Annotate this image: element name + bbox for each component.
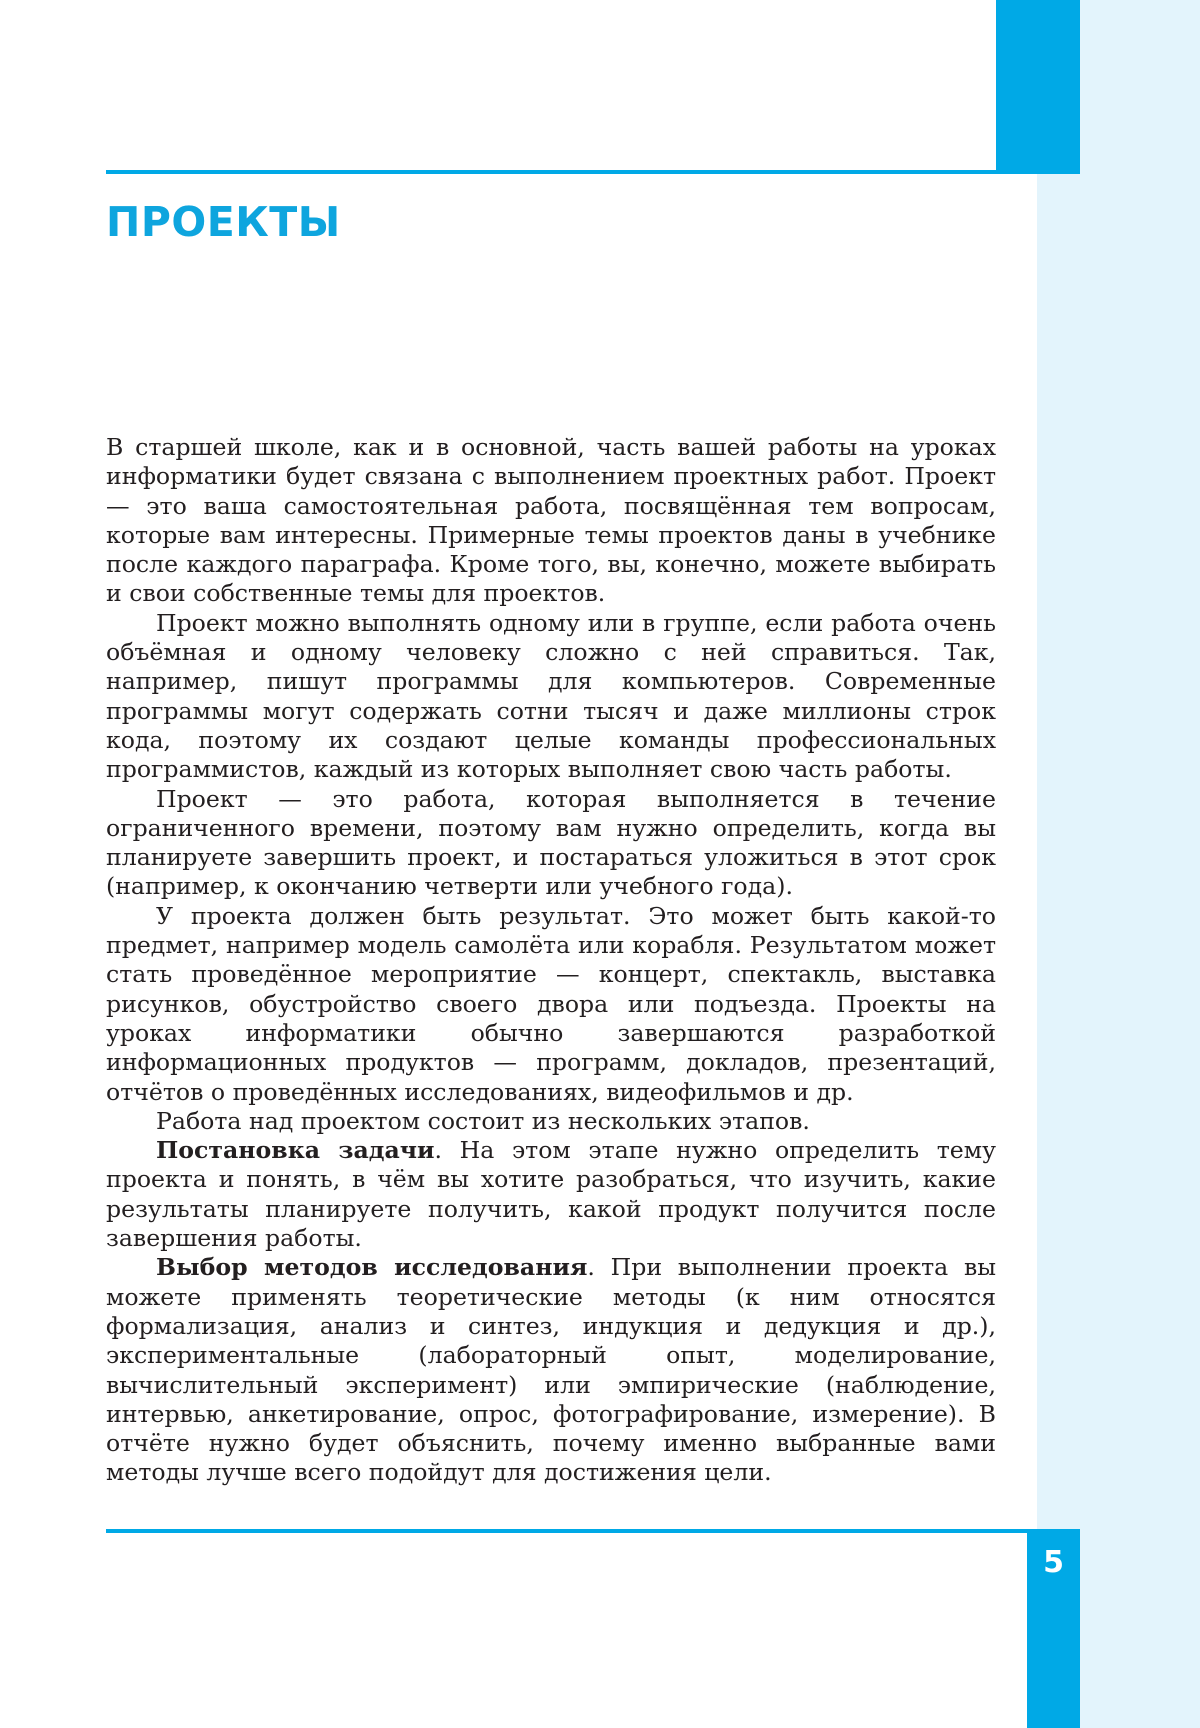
paragraph-lead-term: Постановка задачи	[156, 1136, 435, 1165]
paragraph	[106, 785, 996, 902]
paragraph	[106, 433, 996, 609]
side-margin-panel	[1037, 0, 1200, 1728]
paragraph-text: Проект можно выполнять одному или в группе, если работа очень объёмная и одному человеку сложно с ней справиться. Так, например, пишут программы для компьютеров. Современные программы могут содержать сотни тысяч и даже миллионы строк кода, поэтому их создают целые команды профессиональных программистов, каждый из которых выполняет свою часть работы.	[106, 608, 996, 784]
page-number: 5	[1043, 1545, 1064, 1580]
page-heading: ПРОЕКТЫ	[106, 198, 341, 246]
paragraph-text: Работа над проектом состоит из нескольких этапов.	[156, 1106, 810, 1135]
paragraph-text: В старшей школе, как и в основной, часть вашей работы на уроках информатики будет связана с выполнением проектных работ. Проект — это ваша самостоятельная работа, посвящённая тем вопросам, которые вам интересны. Примерные темы проектов даны в учебнике после каждого параграфа. Кроме того, вы, конечно, можете выбирать и свои собственные темы для проектов.	[106, 433, 996, 608]
paragraph-text: Проект — это работа, которая выполняется в течение ограниченного времени, поэтому вам нужно определить, когда вы планируете завершить проект, и постараться уложиться в этот срок (например, к окончанию четверти или учебного года).	[106, 784, 996, 901]
paragraph-text: . При выполнении проекта вы можете применять теоретические методы (к ним относятся формализация, анализ и синтез, индукция и дедукция и др.), экспериментальные (лабораторный опыт, моделирование, вычислительный эксперимент) или эмпирические (наблюдение, интервью, анкетирование, опрос, фотографирование, измерение). В отчёте нужно будет объяснить, почему именно выбранные вами методы лучше всего подойдут для достижения цели.	[106, 1253, 997, 1487]
top-divider-rule	[106, 170, 1080, 174]
paragraph-text: . На этом этапе нужно определить тему проекта и понять, в чём вы хотите разобраться, что изучить, какие результаты планируете получить, какой продукт получится после завершения работы.	[106, 1136, 996, 1253]
top-corner-tab	[996, 0, 1080, 173]
paragraph	[106, 1136, 996, 1253]
paragraph	[106, 609, 996, 785]
bottom-divider-rule	[106, 1529, 1080, 1533]
paragraph-lead-term: Выбор методов исследования	[156, 1253, 588, 1282]
paragraph	[106, 902, 996, 1107]
paragraph	[106, 1107, 996, 1136]
paragraph	[106, 1253, 996, 1487]
paragraph-text: У проекта должен быть результат. Это может быть какой-то предмет, например модель самолёта или корабля. Результатом может стать проведённое мероприятие — концерт, спектакль, выставка рисунков, обустройство своего двора или подъезда. Проекты на уроках информатики обычно завершаются разработкой информационных продуктов — программ, докладов, презентаций, отчётов о проведённых исследованиях, видеофильмов и др.	[106, 901, 996, 1106]
body-text	[106, 433, 996, 1488]
